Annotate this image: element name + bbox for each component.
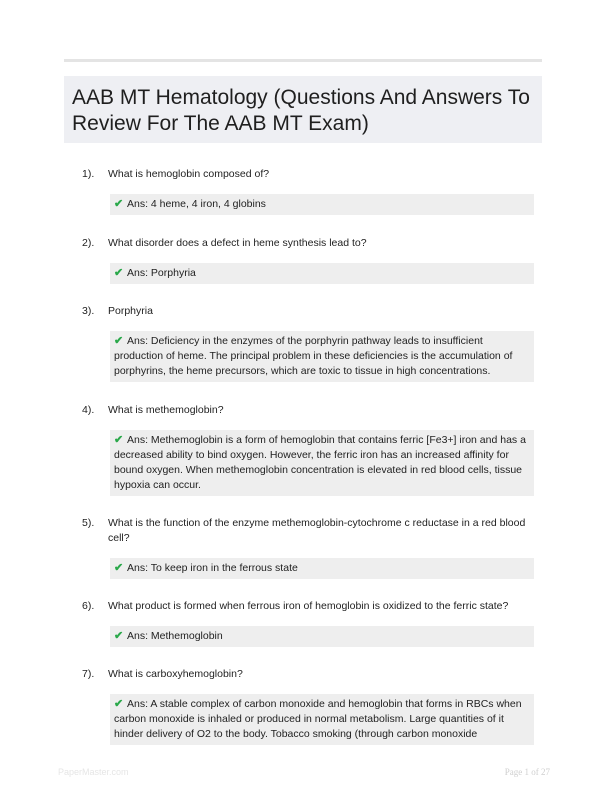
answer-box [110, 331, 534, 382]
check-icon: ✔ [114, 562, 124, 574]
question-row [82, 304, 534, 319]
answer-text: Ans: Deficiency in the enzymes of the porphyrin pathway leads to insufficient production of heme. The principal problem in these deficiencies is the accumulation of porphyrins, the heme precursors, which are toxic to tissue in high concentrations. [114, 335, 513, 377]
question-number: 1). [82, 168, 95, 180]
question-row [82, 236, 534, 251]
answer-box [110, 558, 534, 579]
answer-text: Ans: Methemoglobin is a form of hemoglobin that contains ferric [Fe3+] iron and has a decreased ability to bind oxygen. However, the ferric iron has an increased affinity for bound oxygen. When methemoglobin concentration is elevated in red blood cells, tissue hypoxia can occur. [114, 434, 526, 491]
question-text: What disorder does a defect in heme synthesis lead to? [108, 237, 367, 249]
answer-box [110, 626, 534, 647]
check-icon: ✔ [114, 335, 124, 347]
qa-item [82, 667, 534, 745]
footer-site-watermark: PaperMaster.com [58, 767, 129, 777]
question-row [82, 667, 534, 682]
title-banner [64, 76, 542, 143]
answer-text: Ans: Methemoglobin [127, 630, 223, 642]
answer-box [110, 430, 534, 496]
answer-text: Ans: 4 heme, 4 iron, 4 globins [127, 198, 266, 210]
page-number: Page 1 of 27 [504, 767, 550, 777]
qa-item [82, 304, 534, 382]
qa-item [82, 167, 534, 215]
question-row [82, 403, 534, 418]
answer-text: Ans: A stable complex of carbon monoxide and hemoglobin that forms in RBCs when carbon monoxide is inhaled or produced in normal metabolism. Large quantities of it hinder delivery of O2 to the body. Tobacco smoking (through carbon monoxide [114, 698, 522, 740]
question-text: What product is formed when ferrous iron of hemoglobin is oxidized to the ferric state? [108, 600, 509, 612]
page-title: AAB MT Hematology (Questions And Answers To Review For The AAB MT Exam) [72, 86, 530, 135]
check-icon: ✔ [114, 434, 124, 446]
answer-box [110, 194, 534, 215]
qa-item [82, 599, 534, 647]
check-icon: ✔ [114, 698, 124, 710]
question-text: Porphyria [108, 305, 153, 317]
question-number: 4). [82, 404, 95, 416]
answer-box [110, 694, 534, 745]
question-row [82, 167, 534, 182]
answer-text: Ans: To keep iron in the ferrous state [127, 562, 298, 574]
qa-item [82, 236, 534, 284]
question-row [82, 599, 534, 614]
question-number: 2). [82, 237, 95, 249]
question-text: What is carboxyhemoglobin? [108, 668, 243, 680]
answer-text: Ans: Porphyria [127, 267, 196, 279]
check-icon: ✔ [114, 630, 124, 642]
top-divider [64, 59, 542, 62]
question-number: 7). [82, 668, 95, 680]
check-icon: ✔ [114, 198, 124, 210]
qa-item [82, 403, 534, 496]
question-number: 5). [82, 517, 95, 529]
check-icon: ✔ [114, 267, 124, 279]
question-text: What is the function of the enzyme methemoglobin-cytochrome c reductase in a red blood cell? [108, 517, 526, 544]
question-number: 6). [82, 600, 95, 612]
question-row [82, 516, 534, 546]
qa-item [82, 516, 534, 579]
question-text: What is hemoglobin composed of? [108, 168, 270, 180]
question-text: What is methemoglobin? [108, 404, 224, 416]
question-number: 3). [82, 305, 95, 317]
answer-box [110, 263, 534, 284]
